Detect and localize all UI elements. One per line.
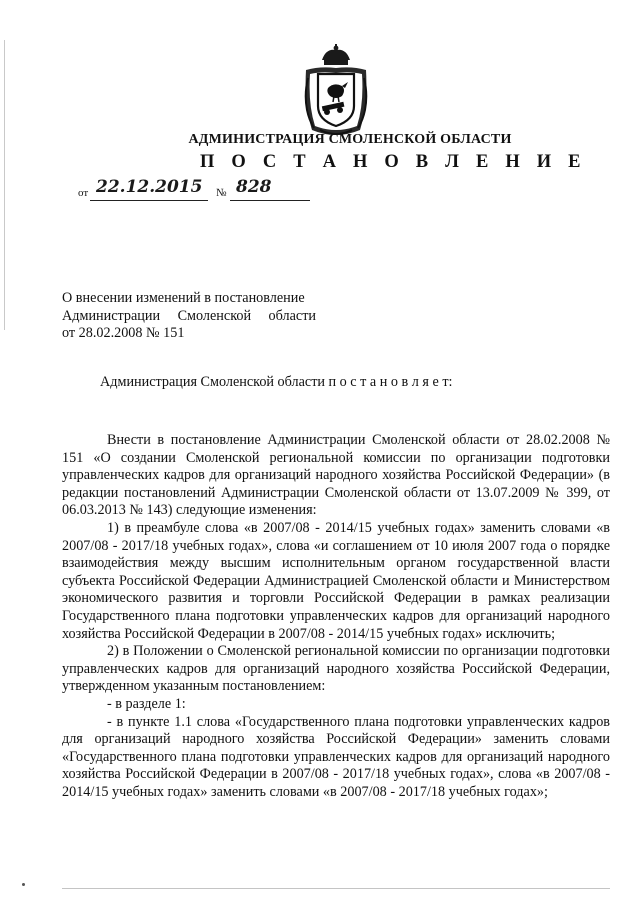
decree-statement: Администрация Смоленской области п о с т а н о в л я е т: [100, 374, 453, 390]
number-underline [230, 200, 310, 201]
body-paragraph: 2) в Положении о Смоленской региональной комиссии по организации подготовки управленческих кадров для организаций народного хозяйства Российской Федерации, утвержденном указанным постановлением: [62, 643, 610, 695]
scan-edge-line [4, 40, 5, 330]
date-label: от [78, 187, 89, 199]
agency-name: АДМИНИСТРАЦИЯ СМОЛЕНСКОЙ ОБЛАСТИ [188, 132, 512, 147]
date-number-line [78, 179, 318, 205]
document-type-title: П О С Т А Н О В Л Е Н И Е [200, 152, 587, 172]
subject-line: Администрации Смоленской области [62, 307, 316, 324]
date-handwritten: 22.12.2015 [96, 177, 203, 197]
scan-dot [22, 883, 25, 886]
number-handwritten: 828 [236, 177, 272, 197]
body-paragraph: Внести в постановление Администрации Смоленской области от 28.02.2008 № 151 «О создании Смоленской региональной комиссии по организации подготовки управленческих кадров для организаций народного хозяйства Российской Федерации» (в редакции постановлений Администрации Смоленской области от 13.07.2009 № 399, от 06.03.2013 № 143) следующие изменения: [62, 432, 610, 519]
subject-block [62, 290, 342, 343]
number-label: № [216, 187, 227, 199]
body-paragraph: - в пункте 1.1 слова «Государственного плана подготовки управленческих кадров для организаций народного хозяйства Российской Федерации» заменить словами «Государственного плана подготовки управленческих кадров для организаций народного хозяйства Российской Федерации в 2007/08 - 2017/18 учебных годах», слова «в 2007/08 - 2014/15 учебных годах» заменить словами «в 2007/08 - 2017/18 учебных годах»; [62, 713, 610, 800]
bottom-rule [62, 888, 610, 889]
date-underline [90, 200, 208, 201]
coat-of-arms-icon [298, 44, 374, 140]
document-body [62, 432, 610, 801]
body-paragraph: - в разделе 1: [107, 695, 186, 712]
body-paragraph: 1) в преамбуле слова «в 2007/08 - 2014/15 учебных годах» заменить словами «в 2007/08 - 2017/18 учебных годах», слова «и соглашением от 10 июля 2007 года о порядке взаимодействия между высшим исполнительным органом государственной власти субъекта Российской Федерации Администрацией Смоленской области и Министерством экономического развития и торговли Российской Федерации в рамках реализации Государственного плана подготовки управленческих кадров для организаций народного хозяйства Российской Федерации в 2007/08 - 2014/15 учебных годах» исключить; [62, 519, 610, 642]
subject-line: О внесении изменений в постановление [62, 290, 305, 306]
subject-line: от 28.02.2008 № 151 [62, 325, 185, 341]
